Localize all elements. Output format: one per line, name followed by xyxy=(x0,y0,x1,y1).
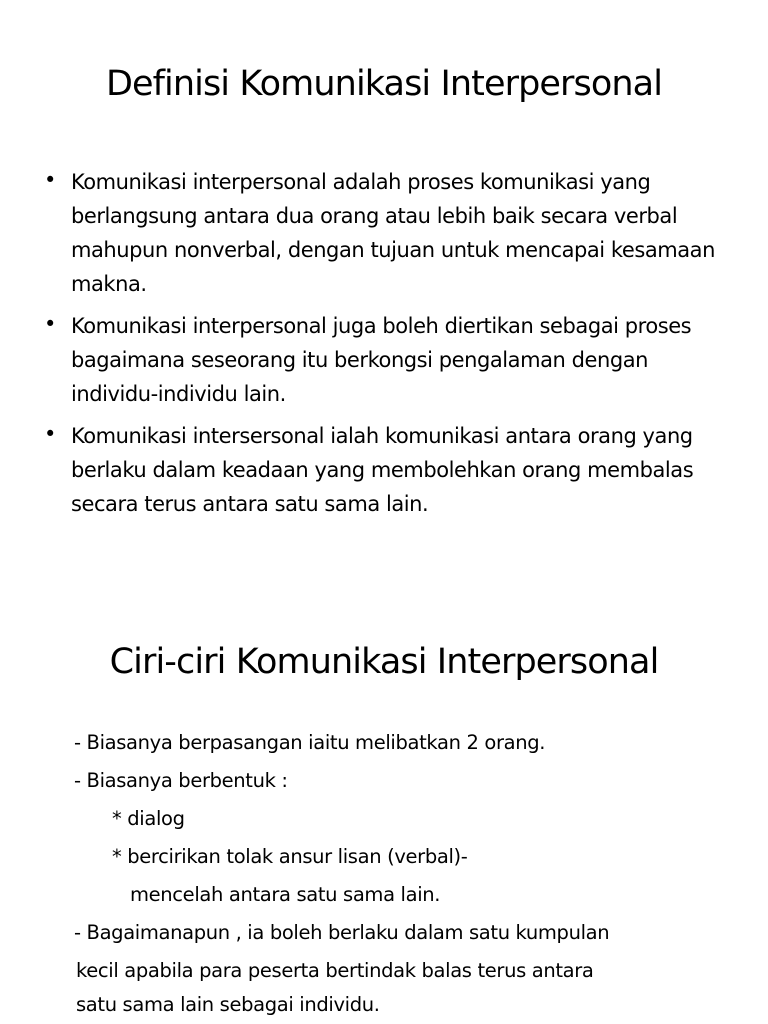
content-line: - Biasanya berbentuk : xyxy=(74,769,288,792)
slide-ciri-ciri xyxy=(0,620,768,1024)
bullet-item xyxy=(44,165,734,301)
bullet-icon: • xyxy=(44,312,56,336)
content-line: - Bagaimanapun , ia boleh berlaku dalam satu kumpulan xyxy=(74,921,610,944)
bullet-icon: • xyxy=(44,422,56,446)
content-line: - Biasanya berpasangan iaitu melibatkan 2 orang. xyxy=(74,731,546,754)
content-line: satu sama lain sebagai individu. xyxy=(76,993,380,1016)
slide-title: Ciri-ciri Komunikasi Interpersonal xyxy=(109,642,659,682)
bullet-text: Komunikasi intersersonal ialah komunikasi antara orang yang berlaku dalam keadaan yang membolehkan orang membalas secara terus antara satu sama lain. xyxy=(71,424,694,516)
bullet-text: Komunikasi interpersonal juga boleh diertikan sebagai proses bagaimana seseorang itu berkongsi pengalaman dengan individu-individu lain. xyxy=(71,314,692,406)
slide-title: Definisi Komunikasi Interpersonal xyxy=(105,64,663,104)
bullet-item xyxy=(44,309,734,411)
content-line: * bercirikan tolak ansur lisan (verbal)- xyxy=(112,845,468,868)
bullet-list xyxy=(44,165,734,529)
bullet-icon: • xyxy=(44,168,56,192)
bullet-text: Komunikasi interpersonal adalah proses komunikasi yang berlangsung antara dua orang atau lebih baik secara verbal mahupun nonverbal, dengan tujuan untuk mencapai kesamaan makna. xyxy=(71,170,715,296)
content-line: * dialog xyxy=(112,807,185,830)
content-line: kecil apabila para peserta bertindak balas terus antara xyxy=(76,959,594,982)
content-lines xyxy=(74,728,744,1024)
content-line: mencelah antara satu sama lain. xyxy=(130,883,441,906)
bullet-item xyxy=(44,419,734,521)
